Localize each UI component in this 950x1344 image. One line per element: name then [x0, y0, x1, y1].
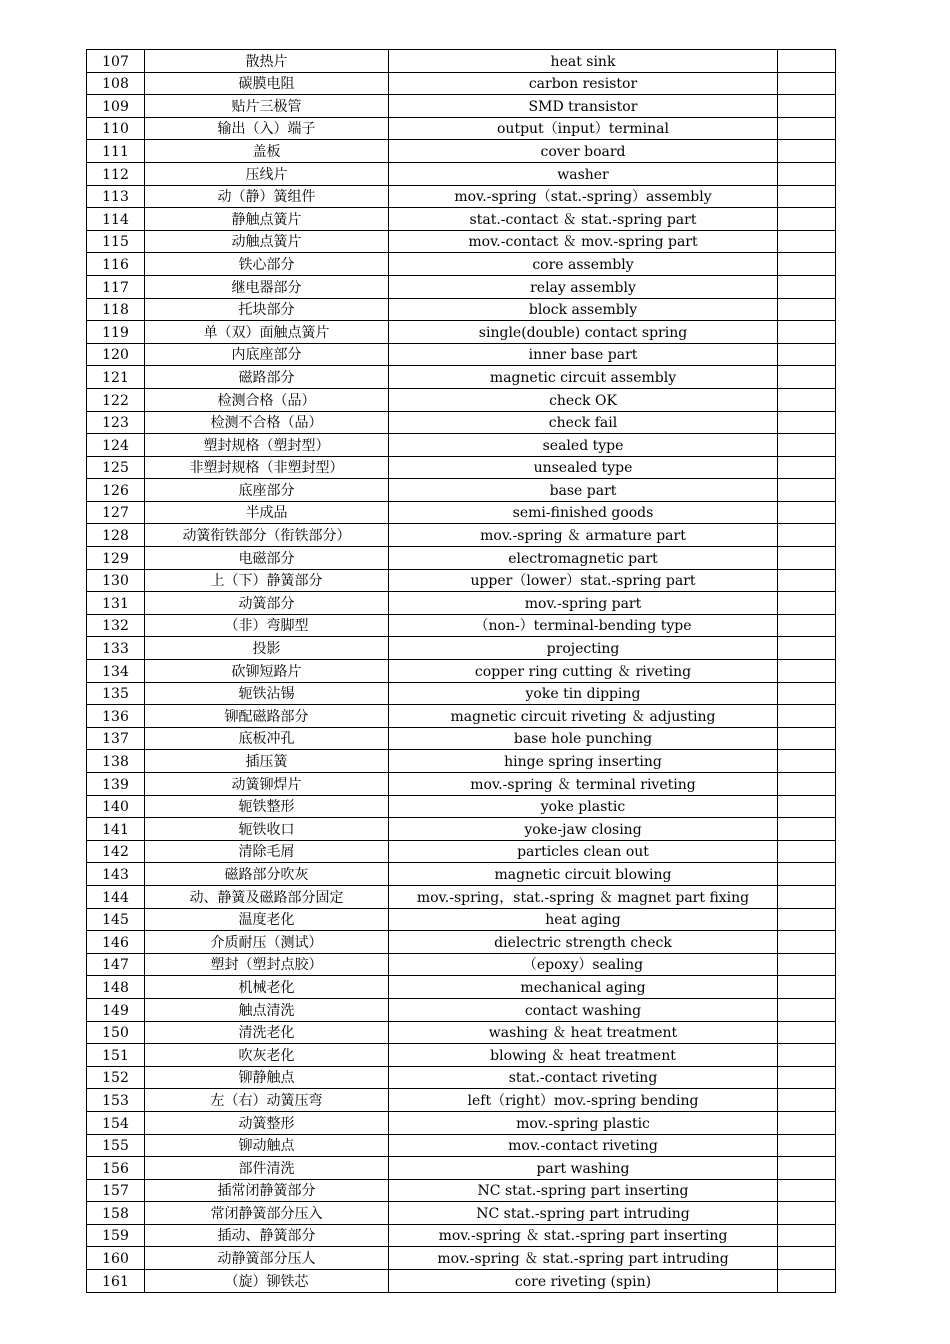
table-row: [87, 388, 836, 411]
english-term: hinge spring inserting: [389, 750, 778, 773]
chinese-term: 插压簧: [145, 750, 389, 773]
row-number: 116: [87, 253, 145, 276]
remark-cell: [778, 885, 836, 908]
table-row: [87, 953, 836, 976]
remark-cell: [778, 501, 836, 524]
row-number: 159: [87, 1224, 145, 1247]
table-row: [87, 569, 836, 592]
chinese-term: 电磁部分: [145, 547, 389, 570]
row-number: 135: [87, 682, 145, 705]
remark-cell: [778, 795, 836, 818]
table-row: [87, 614, 836, 637]
table-row: [87, 840, 836, 863]
chinese-term: 介质耐压（测试）: [145, 931, 389, 954]
row-number: 153: [87, 1089, 145, 1112]
chinese-term: 铆动触点: [145, 1134, 389, 1157]
chinese-term: 触点清洗: [145, 998, 389, 1021]
remark-cell: [778, 434, 836, 457]
table-row: [87, 72, 836, 95]
remark-cell: [778, 998, 836, 1021]
chinese-term: （非）弯脚型: [145, 614, 389, 637]
table-row: [87, 456, 836, 479]
english-term: mov.-spring（stat.-spring）assembly: [389, 185, 778, 208]
chinese-term: 动（静）簧组件: [145, 185, 389, 208]
row-number: 134: [87, 660, 145, 683]
chinese-term: 温度老化: [145, 908, 389, 931]
english-term: contact washing: [389, 998, 778, 1021]
row-number: 119: [87, 321, 145, 344]
english-term: single(double) contact spring: [389, 321, 778, 344]
english-term: heat sink: [389, 50, 778, 73]
remark-cell: [778, 456, 836, 479]
row-number: 115: [87, 230, 145, 253]
remark-cell: [778, 614, 836, 637]
english-term: dielectric strength check: [389, 931, 778, 954]
row-number: 145: [87, 908, 145, 931]
english-term: carbon resistor: [389, 72, 778, 95]
table-row: [87, 863, 836, 886]
remark-cell: [778, 863, 836, 886]
remark-cell: [778, 230, 836, 253]
chinese-term: 压线片: [145, 162, 389, 185]
row-number: 157: [87, 1179, 145, 1202]
table-row: [87, 1202, 836, 1225]
row-number: 130: [87, 569, 145, 592]
table-row: [87, 501, 836, 524]
chinese-term: 托块部分: [145, 298, 389, 321]
english-term: particles clean out: [389, 840, 778, 863]
english-term: （epoxy）sealing: [389, 953, 778, 976]
remark-cell: [778, 569, 836, 592]
row-number: 147: [87, 953, 145, 976]
remark-cell: [778, 117, 836, 140]
english-term: left（right）mov.-spring bending: [389, 1089, 778, 1112]
table-row: [87, 434, 836, 457]
chinese-term: 投影: [145, 637, 389, 660]
table-row: [87, 1021, 836, 1044]
remark-cell: [778, 637, 836, 660]
table-row: [87, 253, 836, 276]
chinese-term: 盖板: [145, 140, 389, 163]
english-term: washing ＆ heat treatment: [389, 1021, 778, 1044]
english-term: mov.-spring plastic: [389, 1111, 778, 1134]
row-number: 114: [87, 208, 145, 231]
chinese-term: 碳膜电阻: [145, 72, 389, 95]
remark-cell: [778, 366, 836, 389]
english-term: yoke-jaw closing: [389, 818, 778, 841]
english-term: mov.-contact ＆ mov.-spring part: [389, 230, 778, 253]
english-term: NC stat.-spring part inserting: [389, 1179, 778, 1202]
table-row: [87, 343, 836, 366]
table-row: [87, 366, 836, 389]
english-term: yoke plastic: [389, 795, 778, 818]
row-number: 126: [87, 479, 145, 502]
row-number: 142: [87, 840, 145, 863]
english-term: SMD transistor: [389, 95, 778, 118]
chinese-term: 动簧部分: [145, 592, 389, 615]
table-row: [87, 411, 836, 434]
remark-cell: [778, 727, 836, 750]
row-number: 132: [87, 614, 145, 637]
remark-cell: [778, 660, 836, 683]
chinese-term: 底板冲孔: [145, 727, 389, 750]
row-number: 137: [87, 727, 145, 750]
remark-cell: [778, 343, 836, 366]
remark-cell: [778, 931, 836, 954]
row-number: 125: [87, 456, 145, 479]
row-number: 110: [87, 117, 145, 140]
remark-cell: [778, 479, 836, 502]
remark-cell: [778, 953, 836, 976]
table-row: [87, 50, 836, 73]
chinese-term: 散热片: [145, 50, 389, 73]
table-row: [87, 185, 836, 208]
glossary-table: [86, 49, 836, 1293]
remark-cell: [778, 72, 836, 95]
english-term: upper（lower）stat.-spring part: [389, 569, 778, 592]
chinese-term: 砍铆短路片: [145, 660, 389, 683]
table-row: [87, 818, 836, 841]
table-row: [87, 705, 836, 728]
row-number: 131: [87, 592, 145, 615]
english-term: semi-finished goods: [389, 501, 778, 524]
english-term: unsealed type: [389, 456, 778, 479]
remark-cell: [778, 592, 836, 615]
glossary-body: [87, 50, 836, 1293]
remark-cell: [778, 1202, 836, 1225]
table-row: [87, 795, 836, 818]
english-term: sealed type: [389, 434, 778, 457]
english-term: magnetic circuit riveting ＆ adjusting: [389, 705, 778, 728]
row-number: 144: [87, 885, 145, 908]
english-term: stat.-contact riveting: [389, 1066, 778, 1089]
row-number: 133: [87, 637, 145, 660]
table-row: [87, 1179, 836, 1202]
table-row: [87, 321, 836, 344]
table-row: [87, 479, 836, 502]
remark-cell: [778, 1224, 836, 1247]
chinese-term: 检测不合格（品）: [145, 411, 389, 434]
remark-cell: [778, 547, 836, 570]
table-row: [87, 1157, 836, 1180]
remark-cell: [778, 682, 836, 705]
english-term: base part: [389, 479, 778, 502]
chinese-term: 塑封（塑封点胶）: [145, 953, 389, 976]
row-number: 108: [87, 72, 145, 95]
english-term: mov.-contact riveting: [389, 1134, 778, 1157]
remark-cell: [778, 140, 836, 163]
english-term: mov.-spring，stat.-spring ＆ magnet part fixing: [389, 885, 778, 908]
row-number: 161: [87, 1270, 145, 1293]
table-row: [87, 162, 836, 185]
remark-cell: [778, 388, 836, 411]
english-term: blowing ＆ heat treatment: [389, 1044, 778, 1067]
row-number: 154: [87, 1111, 145, 1134]
table-row: [87, 727, 836, 750]
english-term: part washing: [389, 1157, 778, 1180]
remark-cell: [778, 818, 836, 841]
chinese-term: 输出（入）端子: [145, 117, 389, 140]
remark-cell: [778, 298, 836, 321]
english-term: output（input）terminal: [389, 117, 778, 140]
chinese-term: 半成品: [145, 501, 389, 524]
table-row: [87, 908, 836, 931]
row-number: 127: [87, 501, 145, 524]
remark-cell: [778, 162, 836, 185]
english-term: cover board: [389, 140, 778, 163]
english-term: block assembly: [389, 298, 778, 321]
remark-cell: [778, 705, 836, 728]
remark-cell: [778, 1089, 836, 1112]
table-row: [87, 773, 836, 796]
english-term: mov.-spring ＆ armature part: [389, 524, 778, 547]
remark-cell: [778, 1021, 836, 1044]
row-number: 113: [87, 185, 145, 208]
chinese-term: 铁心部分: [145, 253, 389, 276]
chinese-term: 机械老化: [145, 976, 389, 999]
row-number: 140: [87, 795, 145, 818]
english-term: washer: [389, 162, 778, 185]
table-row: [87, 1111, 836, 1134]
chinese-term: 铆配磁路部分: [145, 705, 389, 728]
chinese-term: 单（双）面触点簧片: [145, 321, 389, 344]
row-number: 146: [87, 931, 145, 954]
chinese-term: 动静簧部分压人: [145, 1247, 389, 1270]
chinese-term: 常闭静簧部分压入: [145, 1202, 389, 1225]
table-row: [87, 592, 836, 615]
row-number: 156: [87, 1157, 145, 1180]
chinese-term: 清除毛屑: [145, 840, 389, 863]
remark-cell: [778, 1247, 836, 1270]
remark-cell: [778, 524, 836, 547]
remark-cell: [778, 95, 836, 118]
table-row: [87, 682, 836, 705]
chinese-term: 磁路部分吹灰: [145, 863, 389, 886]
row-number: 107: [87, 50, 145, 73]
english-term: mov.-spring ＆ stat.-spring part inserting: [389, 1224, 778, 1247]
table-row: [87, 275, 836, 298]
english-term: projecting: [389, 637, 778, 660]
english-term: copper ring cutting ＆ riveting: [389, 660, 778, 683]
chinese-term: 轭铁收口: [145, 818, 389, 841]
row-number: 128: [87, 524, 145, 547]
row-number: 118: [87, 298, 145, 321]
remark-cell: [778, 908, 836, 931]
table-row: [87, 1270, 836, 1293]
chinese-term: 检测合格（品）: [145, 388, 389, 411]
chinese-term: 吹灰老化: [145, 1044, 389, 1067]
row-number: 155: [87, 1134, 145, 1157]
row-number: 141: [87, 818, 145, 841]
english-term: inner base part: [389, 343, 778, 366]
row-number: 123: [87, 411, 145, 434]
english-term: core riveting (spin): [389, 1270, 778, 1293]
chinese-term: 非塑封规格（非塑封型）: [145, 456, 389, 479]
table-row: [87, 524, 836, 547]
row-number: 120: [87, 343, 145, 366]
row-number: 121: [87, 366, 145, 389]
remark-cell: [778, 1111, 836, 1134]
row-number: 112: [87, 162, 145, 185]
table-row: [87, 1224, 836, 1247]
chinese-term: 塑封规格（塑封型）: [145, 434, 389, 457]
chinese-term: 左（右）动簧压弯: [145, 1089, 389, 1112]
chinese-term: 动簧整形: [145, 1111, 389, 1134]
remark-cell: [778, 1066, 836, 1089]
table-row: [87, 750, 836, 773]
table-row: [87, 976, 836, 999]
table-row: [87, 208, 836, 231]
table-row: [87, 298, 836, 321]
table-row: [87, 1044, 836, 1067]
chinese-term: 上（下）静簧部分: [145, 569, 389, 592]
chinese-term: 动簧铆焊片: [145, 773, 389, 796]
chinese-term: 贴片三极管: [145, 95, 389, 118]
english-term: mov.-spring ＆ stat.-spring part intruding: [389, 1247, 778, 1270]
english-term: core assembly: [389, 253, 778, 276]
chinese-term: 清洗老化: [145, 1021, 389, 1044]
row-number: 150: [87, 1021, 145, 1044]
row-number: 160: [87, 1247, 145, 1270]
english-term: magnetic circuit blowing: [389, 863, 778, 886]
table-row: [87, 117, 836, 140]
remark-cell: [778, 411, 836, 434]
chinese-term: 轭铁整形: [145, 795, 389, 818]
table-row: [87, 660, 836, 683]
chinese-term: 内底座部分: [145, 343, 389, 366]
english-term: electromagnetic part: [389, 547, 778, 570]
remark-cell: [778, 321, 836, 344]
chinese-term: （旋）铆铁芯: [145, 1270, 389, 1293]
remark-cell: [778, 185, 836, 208]
english-term: mechanical aging: [389, 976, 778, 999]
chinese-term: 插动、静簧部分: [145, 1224, 389, 1247]
table-row: [87, 885, 836, 908]
english-term: relay assembly: [389, 275, 778, 298]
english-term: NC stat.-spring part intruding: [389, 1202, 778, 1225]
english-term: check OK: [389, 388, 778, 411]
chinese-term: 磁路部分: [145, 366, 389, 389]
row-number: 109: [87, 95, 145, 118]
english-term: base hole punching: [389, 727, 778, 750]
english-term: mov.-spring part: [389, 592, 778, 615]
remark-cell: [778, 1270, 836, 1293]
english-term: stat.-contact ＆ stat.-spring part: [389, 208, 778, 231]
table-row: [87, 1247, 836, 1270]
english-term: yoke tin dipping: [389, 682, 778, 705]
row-number: 122: [87, 388, 145, 411]
row-number: 143: [87, 863, 145, 886]
chinese-term: 部件清洗: [145, 1157, 389, 1180]
english-term: magnetic circuit assembly: [389, 366, 778, 389]
chinese-term: 静触点簧片: [145, 208, 389, 231]
remark-cell: [778, 1157, 836, 1180]
english-term: heat aging: [389, 908, 778, 931]
table-row: [87, 1134, 836, 1157]
english-term: mov.-spring ＆ terminal riveting: [389, 773, 778, 796]
row-number: 152: [87, 1066, 145, 1089]
english-term: check fail: [389, 411, 778, 434]
chinese-term: 动触点簧片: [145, 230, 389, 253]
remark-cell: [778, 1134, 836, 1157]
chinese-term: 继电器部分: [145, 275, 389, 298]
table-row: [87, 1066, 836, 1089]
table-row: [87, 230, 836, 253]
remark-cell: [778, 1044, 836, 1067]
table-row: [87, 1089, 836, 1112]
row-number: 149: [87, 998, 145, 1021]
remark-cell: [778, 50, 836, 73]
english-term: （non-）terminal-bending type: [389, 614, 778, 637]
remark-cell: [778, 976, 836, 999]
table-row: [87, 140, 836, 163]
chinese-term: 插常闭静簧部分: [145, 1179, 389, 1202]
row-number: 117: [87, 275, 145, 298]
row-number: 139: [87, 773, 145, 796]
chinese-term: 动簧衔铁部分（衔铁部分）: [145, 524, 389, 547]
row-number: 111: [87, 140, 145, 163]
remark-cell: [778, 1179, 836, 1202]
remark-cell: [778, 750, 836, 773]
table-row: [87, 998, 836, 1021]
table-row: [87, 637, 836, 660]
row-number: 158: [87, 1202, 145, 1225]
row-number: 151: [87, 1044, 145, 1067]
table-row: [87, 95, 836, 118]
remark-cell: [778, 208, 836, 231]
remark-cell: [778, 840, 836, 863]
row-number: 124: [87, 434, 145, 457]
row-number: 148: [87, 976, 145, 999]
remark-cell: [778, 275, 836, 298]
remark-cell: [778, 773, 836, 796]
chinese-term: 底座部分: [145, 479, 389, 502]
chinese-term: 铆静触点: [145, 1066, 389, 1089]
chinese-term: 轭铁沾锡: [145, 682, 389, 705]
remark-cell: [778, 253, 836, 276]
row-number: 136: [87, 705, 145, 728]
table-row: [87, 547, 836, 570]
table-row: [87, 931, 836, 954]
row-number: 129: [87, 547, 145, 570]
chinese-term: 动、静簧及磁路部分固定: [145, 885, 389, 908]
row-number: 138: [87, 750, 145, 773]
